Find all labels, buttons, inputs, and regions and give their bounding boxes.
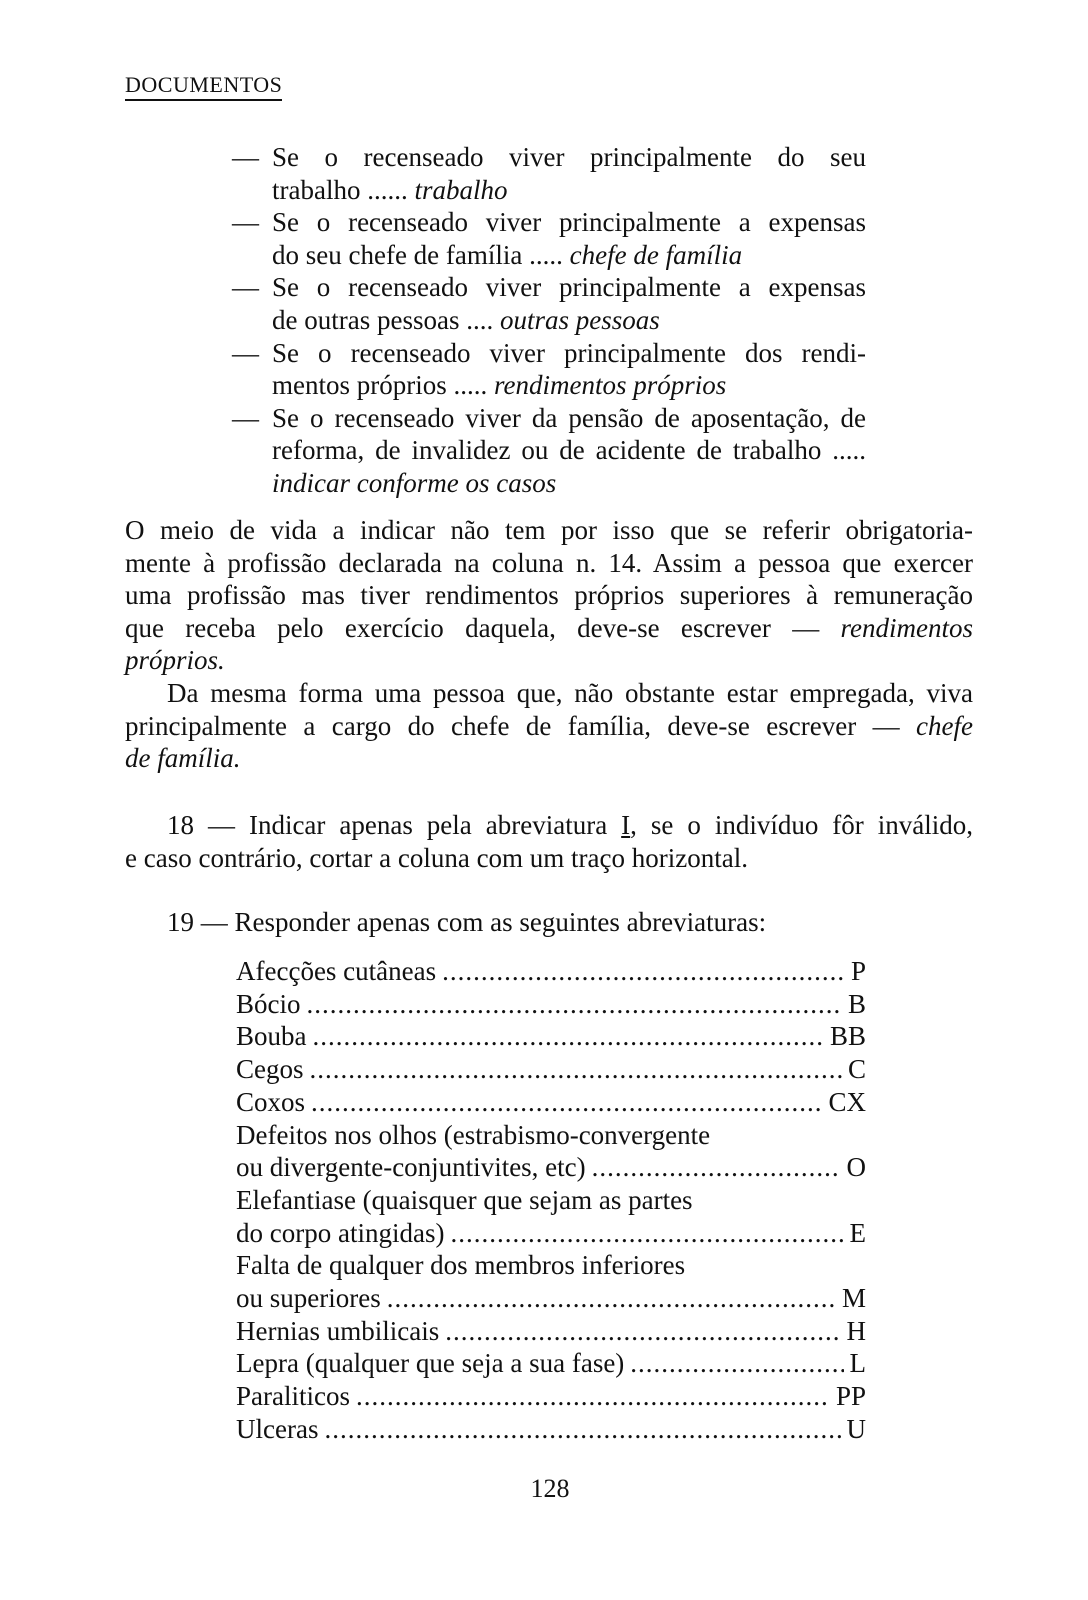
item-text — [272, 402, 866, 500]
italic-text: próprios. — [125, 645, 225, 676]
condition-label: Bócio — [236, 988, 301, 1019]
condition-label: Hernias umbilicais — [236, 1315, 440, 1346]
italic-text: trabalho — [414, 174, 508, 205]
dash: — — [232, 272, 259, 303]
abbreviation-list — [236, 955, 866, 1446]
paragraph-line: O meio de vida a indicar não tem por isso que se referir obrigatoria- — [125, 515, 973, 545]
list-item — [232, 141, 866, 206]
text: do seu chefe de família ..... — [272, 239, 570, 270]
dash: — — [232, 337, 259, 368]
item-text — [272, 141, 866, 206]
paragraph-line: Da mesma forma uma pessoa que, não obstante estar empregada, viva — [167, 677, 973, 708]
item-line: Se o recenseado viver principalmente do seu — [272, 142, 866, 172]
italic-text: chefe — [916, 710, 973, 741]
italic-text: de família. — [125, 743, 241, 774]
abbreviation-code: L — [849, 1348, 866, 1379]
abbreviation-code: C — [847, 1054, 866, 1085]
italic-text: outras pessoas — [499, 304, 660, 335]
dot-leader — [592, 1151, 841, 1184]
italic-text: chefe de família — [569, 239, 743, 270]
abbreviation-code: CX — [828, 1086, 866, 1117]
abbreviation-code: PP — [835, 1381, 866, 1412]
abbreviation-row — [236, 1282, 866, 1315]
abbreviation-code: H — [846, 1315, 866, 1346]
item-line — [272, 467, 866, 500]
abbreviation-row — [236, 1217, 866, 1250]
dot-leader — [313, 1020, 824, 1053]
abbreviation-row — [236, 1151, 866, 1184]
page-number: 128 — [530, 1474, 570, 1503]
abbreviation-row — [236, 1020, 866, 1053]
list-item-line: Defeitos nos olhos (estrabismo-convergente — [236, 1119, 711, 1150]
dot-leader — [442, 955, 845, 988]
condition-label: Bouba — [236, 1021, 307, 1052]
dot-leader — [450, 1217, 843, 1250]
item-line — [272, 239, 866, 272]
abbreviation-row — [236, 1053, 866, 1086]
body-paragraphs — [125, 514, 973, 775]
paragraph-line: mente à profissão declarada na coluna n. 14. Assim a pessoa que exercer — [125, 547, 973, 578]
item-line: reforma, de invalidez ou de acidente de trabalho ..... — [272, 435, 866, 466]
dot-leader — [356, 1380, 830, 1413]
condition-label: Lepra (qualquer que seja a sua fase) — [236, 1348, 625, 1379]
condition-label: Ulceras — [236, 1413, 319, 1444]
abbreviation-row — [236, 955, 866, 988]
abbreviation-code: O — [846, 1152, 866, 1183]
abbreviation-row — [236, 1347, 866, 1380]
item-19 — [125, 906, 973, 939]
dash: — — [232, 402, 259, 433]
list-item — [232, 206, 866, 271]
italic-text: rendimentos próprios — [494, 370, 727, 401]
paragraph-line — [125, 742, 973, 775]
italic-text: indicar conforme os casos — [272, 467, 557, 498]
text: mentos próprios ..... — [272, 370, 494, 401]
abbreviation: I — [621, 810, 631, 840]
list-item — [232, 271, 866, 336]
list-item-line: Falta de qualquer dos membros inferiores — [236, 1250, 686, 1281]
item-line: Se o recenseado viver principalmente a expensas — [272, 207, 866, 238]
item-line: Se o recenseado viver da pensão de aposentação, de — [272, 402, 866, 433]
item-line: Se o recenseado viver principalmente a expensas — [272, 272, 866, 303]
item-line — [272, 369, 866, 402]
dash: — — [232, 142, 259, 172]
abbreviation-row — [236, 1413, 866, 1446]
abbreviation-row — [236, 1086, 866, 1119]
condition-label: do corpo atingidas) — [236, 1217, 445, 1248]
abbreviation-code: M — [841, 1283, 866, 1314]
text: trabalho ...... — [272, 174, 415, 205]
dot-leader — [630, 1347, 843, 1380]
abbreviation-code: B — [847, 988, 866, 1019]
text: 18 — Indicar apenas pela abreviatura — [167, 810, 622, 840]
abbreviation-row — [236, 1380, 866, 1413]
condition-label: Coxos — [236, 1086, 306, 1117]
paragraph-line: uma profissão mas tiver rendimentos próprios superiores à remuneração — [125, 580, 973, 611]
condition-label: Cegos — [236, 1054, 304, 1085]
paragraph-line — [125, 612, 973, 645]
dot-leader — [310, 1053, 842, 1086]
list-item — [232, 337, 866, 402]
item-line — [272, 304, 866, 337]
condition-label: ou superiores — [236, 1283, 381, 1314]
text: que receba pelo exercício daquela, deve-se escrever — — [125, 612, 841, 643]
dot-leader — [311, 1086, 822, 1119]
item-line — [125, 809, 973, 842]
list-item — [232, 402, 866, 500]
item-intro: 19 — Responder apenas com as seguintes abreviaturas: — [167, 907, 767, 937]
list-item-line: Elefantiase (quaisquer que sejam as partes — [236, 1184, 693, 1215]
item-line: Se o recenseado viver principalmente dos rendi- — [272, 337, 866, 368]
italic-text: rendimentos — [840, 612, 973, 643]
paragraph-line — [125, 644, 973, 677]
item-line — [272, 174, 866, 207]
condition-label: ou divergente-conjuntivites, etc) — [236, 1152, 586, 1183]
condition-label: Paraliticos — [236, 1381, 350, 1412]
text: , se o indivíduo fôr inválido, — [630, 810, 973, 840]
abbreviation-row — [236, 988, 866, 1021]
text: principalmente a cargo do chefe de família, deve-se escrever — — [125, 710, 917, 741]
running-header: DOCUMENTOS — [125, 72, 282, 101]
living-means-list — [232, 141, 866, 500]
abbreviation-code: U — [846, 1413, 866, 1444]
item-text — [272, 271, 866, 336]
abbreviation-code: E — [849, 1217, 866, 1248]
item-text — [272, 206, 866, 271]
item-18 — [125, 809, 973, 874]
abbreviation-code: P — [850, 956, 866, 986]
dot-leader — [307, 988, 842, 1021]
item-line: e caso contrário, cortar a coluna com um traço horizontal. — [125, 842, 748, 873]
condition-label: Afecções cutâneas — [236, 956, 437, 986]
text: de outras pessoas .... — [272, 304, 500, 335]
abbreviation-row — [236, 1315, 866, 1348]
abbreviation-code: BB — [829, 1021, 866, 1052]
dot-leader — [324, 1413, 840, 1446]
item-text — [272, 337, 866, 402]
dot-leader — [387, 1282, 836, 1315]
dash: — — [232, 207, 259, 238]
paragraph-line — [125, 710, 973, 743]
dot-leader — [445, 1315, 840, 1348]
